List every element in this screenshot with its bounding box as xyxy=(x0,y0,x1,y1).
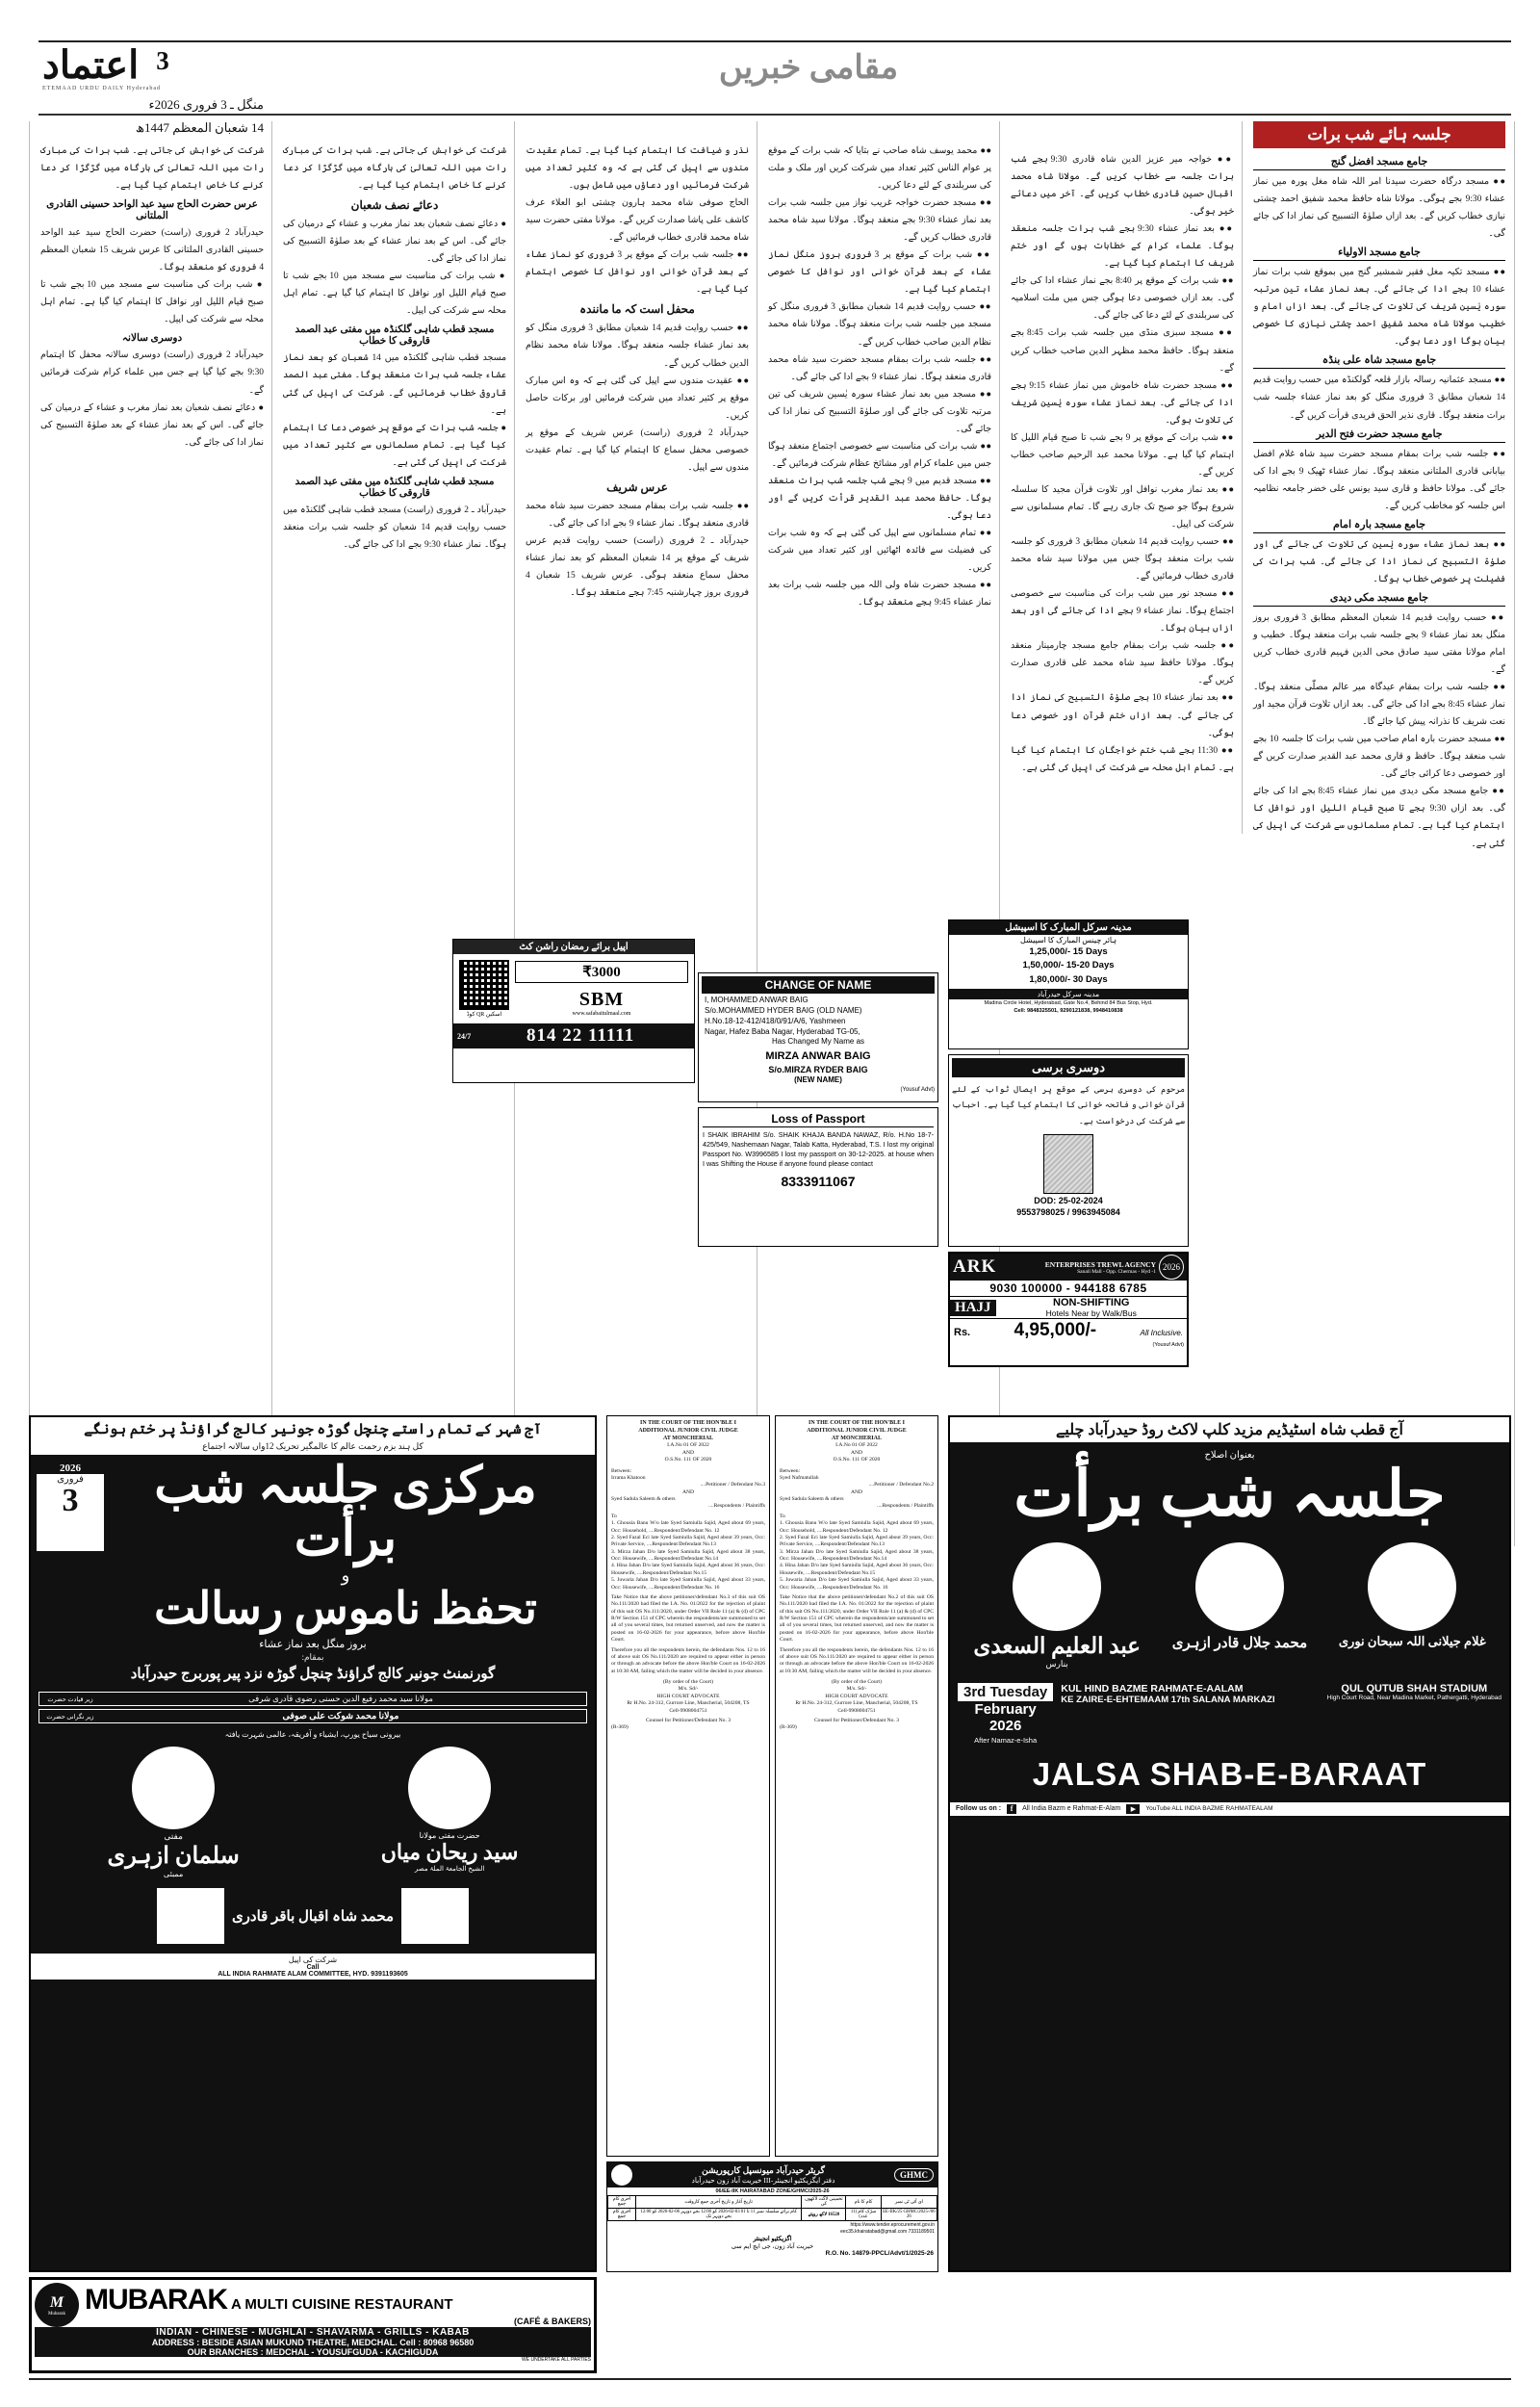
mj-foreign: سیاح یورپ، ایشیاء و آفریقہ، عالمی شہرت یافتہ xyxy=(224,1730,378,1740)
jr-yt[interactable]: YouTube ALL INDIA BAZME RAHMATEALAM xyxy=(1145,1805,1273,1813)
mj-subline: کل ہند بزم رحمت عالم کا عالمگیر تحریک 12واں سالانہ اجتماع xyxy=(31,1441,595,1457)
l1-para-0: شرکت کی خواہش کی جاتی ہے۔ شب برات کی مبارک رات میں اللہ تعالیٰ کی بارگاہ میں گڑگڑا کر دعا کرنے کا خاص اہتمام کیا گیا ہے۔ xyxy=(40,146,264,192)
cn2-item-4: 5. Juwaria Jahan D/o late Syed Samiulla Sajid, Aged about 33 years, Occ: Housewife, ....Respondent/Defendant No. 16 xyxy=(780,1577,934,1591)
con-line-4: Has Changed My Name as xyxy=(771,1037,865,1047)
mj-venue-photo xyxy=(157,1888,224,1944)
cn2-role-1: ....Petitioner / Defendant No.2 xyxy=(868,1482,934,1488)
cr-para-1: ●● بعد نماز عشاء 9:30 بجے شب برات جلسہ منعقد ہوگا۔ علماء کرام کے خطابات ہوں گے اور ختم شریف کا اہتمام کیا گیا ہے۔ xyxy=(1011,224,1234,270)
l1-heading-3: دوسری سالانہ xyxy=(121,333,183,345)
facebook-icon[interactable]: f xyxy=(1007,1804,1016,1814)
ark-footer: (Yousuf Advt) xyxy=(1152,1342,1184,1348)
ark-phones[interactable]: 9030 100000 - 944188 6785 xyxy=(989,1281,1147,1295)
l-para-2: ● شب برات کی مناسبت سے مسجد میں 10 بجے شب تا صبح قیام اللیل اور نوافل کا اہتمام کیا گیا ہے۔ تمام اہل محلہ سے شرکت کی اپیل۔ xyxy=(283,272,506,317)
cr-para-7: ●● حسب روایت قدیم 14 شعبان مطابق 3 فروری کو جلسہ شب برات منعقد ہوگا جس میں مولانا سید شاہ محمد قادری خطاب فرمائیں گے۔ xyxy=(1011,537,1234,582)
mubarak-logo-name: Mubarak xyxy=(47,2311,66,2316)
c-para-4: ●● جلسہ شب برات بمقام مسجد حضرت سید شاہ محمد قادری منعقد ہوگا۔ نماز عشاء 9 بجے ادا کی جائے گی۔ xyxy=(768,354,991,382)
sbm-qr-label: اسکین QR کوڈ xyxy=(466,1012,502,1018)
sbm-amount: ₹3000 xyxy=(515,961,688,983)
ark-brand: ARK xyxy=(953,1256,997,1277)
ark-brand-sub: ENTERPRISES TREWL AGENCY xyxy=(1044,1259,1156,1269)
jr-speaker-2-photo xyxy=(1195,1542,1284,1631)
right-para-4: ●● بعد نماز عشاء سورہ یٰسین کی تلاوت کی جائے گی اور صلوٰۃ التسبیح کی نماز ادا کی جائے گی۔ شب برات کی فضیلت پر خصوصی خطاب ہوگا۔ xyxy=(1253,539,1505,584)
cn1-item-4: 5. Juwaria Jahan D/o late Syed Samiulla Sajid, Aged about 33 years, Occ: Housewife, ....Respondent/Defendant No. 16 xyxy=(611,1577,765,1591)
column-left-2 xyxy=(283,121,506,554)
cn2-head-6: O.S.No. 111 OF 2020 xyxy=(833,1457,881,1463)
db-dod: 25-02-2024 xyxy=(1058,1195,1103,1205)
cn1-body: Take Notice that the above petitioner/defendant No.3 of this suit OS No.111/2020 had filed the I.A. No. 01/2022 for the rejection of plaint of this suit OS No.111/2020, under Order VII Rule 11 (a) & (d) of CPC R/W Section 151 of CPC wherein the respondents/are summoned to set all of you several times, but returned unserved, and now the matter is posted on 16-02-2026 for your appearance, before above Hon'ble Court. xyxy=(611,1593,765,1643)
mj-speaker-1-title: مفتی xyxy=(164,1831,183,1842)
col-rule-5 xyxy=(1242,121,1243,834)
ad-madina-circle[interactable] xyxy=(948,919,1189,1049)
mc-rate-0: 1,25,000/- 15 Days xyxy=(1029,946,1108,957)
mc-address-urdu: مدینہ سرکل حیدرآباد xyxy=(949,989,1188,999)
cn2-by-order: (By order of the Court) xyxy=(832,1679,882,1686)
ghmc-sub: دفتر ایگزیکٹیو انجینئر-III خیریت آباد زون حیدرآباد xyxy=(691,2176,835,2185)
ark-addr: Sanali Mall - Opp. Chermas - Hyd -1 xyxy=(1077,1268,1156,1275)
mubarak-address: ADDRESS : BESIDE ASIAN MUKUND THEATRE, MEDCHAL. Cell : 80968 96580 xyxy=(35,2338,591,2347)
cr-para-9: ●● جلسہ شب برات بمقام جامع مسجد چارمینار منعقد ہوگا۔ مولانا حافظ سید شاہ محمد علی قادری صدارت کریں گے۔ xyxy=(1011,641,1234,686)
mosque-heading-2: جامع مسجد شاہ علی بنڈہ xyxy=(1253,350,1505,369)
cn1-head-4: I.A.No 01 OF 2022 xyxy=(667,1442,709,1449)
column-center-1 xyxy=(768,121,991,611)
header-divider xyxy=(38,114,1511,116)
mj-org: ALL INDIA RAHMATE ALAM COMMITTEE, HYD. xyxy=(218,1971,370,1979)
cn1-head-3: AT MONCHERIAL xyxy=(663,1435,713,1441)
right-para-6: ●● جلسہ شب برات بمقام عیدگاہ میر عالم مصلّٰی منعقد ہوگا۔ نماز عشاء 8:45 بجے ادا کی جائے گی۔ بعد ازاں تلاوت قرآن مجید اور نعت شریف کا نذرانہ پیش کیا جائے گا۔ xyxy=(1253,683,1505,728)
cn1-advocate: HIGH COURT ADVOCATE xyxy=(656,1693,720,1699)
cn2-item-0: 1. Ghousia Banu W/o late Syed Samiulla Sajid, Aged about 69 years, Occ: Household, ....Respondent/Defendant No. 12 xyxy=(780,1520,934,1534)
cr-para-11: ●● 11:30 بجے شب ختم خواجگان کا اہتمام کیا گیا ہے۔ تمام اہل محلہ سے شرکت کی اپیل کی گئی ہے۔ xyxy=(1011,745,1234,773)
mc-title: مدینہ سرکل المبارک کا اسپیشل xyxy=(949,920,1188,935)
cn2-item-2: 3. Mirza Jahan D/o late Syed Samiulla Sajid, Aged about 38 years, Occ: Housewife, ....Respondent/Defendant No.14 xyxy=(780,1548,934,1563)
mubarak-cafe: (CAFÉ & BAKERS) xyxy=(514,2316,591,2326)
mj-venue-photo-2 xyxy=(401,1888,469,1944)
cn2-and: AND xyxy=(850,1488,863,1495)
jr-stadium: QUL QUTUB SHAH STADIUM xyxy=(1341,1682,1488,1695)
cn2-head-2: ADDITIONAL JUNIOR CIVIL JUDGE xyxy=(807,1427,907,1434)
mubarak-logo-letter: M xyxy=(49,2293,64,2311)
ad-markazi-jalsa-shab-e-baraat[interactable] xyxy=(29,1415,597,2272)
date-hijri: 14 شعبان المعظم 1447ھ xyxy=(135,119,264,135)
mj-headline-1: مرکزی جلسہ شب برأت xyxy=(154,1459,537,1566)
mj-headline-amp: و xyxy=(341,1566,350,1586)
mj-super: مولانا محمد شوکت علی صوفی xyxy=(282,1712,399,1722)
db-body: مرحوم کی دوسری برسی کے موقع پر ایصال ثواب کے لئے قرآن خوانی و فاتحہ خوانی کا اہتمام کیا گیا ہے۔ احباب سے شرکت کی درخواست ہے۔ xyxy=(952,1084,1185,1126)
cr-para-5: ●● شب برات کے موقع پر 9 بجے شب تا صبح قیام اللیل کا اہتمام کیا گیا ہے۔ مولانا محمد عبد الرحیم صاحب خطاب کریں گے۔ xyxy=(1011,432,1234,478)
cn2-body: Take Notice that the above petitioner/defendant No.2 of this suit OS No.111/2020 had filed the I.A. No. 01/2022 for the rejection of plaint of this suit OS No.111/2020, under Order VII Rule 11 (a) & (d) of CPC R/W Section 151 of CPC wherein the respondents/are summoned to set all of you several times, but returned unserved, and now the matter is posted on 16-02-2026 for your appearance, before above Hon'ble Court. xyxy=(780,1593,934,1643)
right-para-3: ●● جلسہ شب برات بمقام مسجد حضرت سید شاہ غلام افضل بیابانی قادری الملتانی منعقد ہوگا۔ نماز عشاء ٹھیک 9 بجے ادا کی جائے گی۔ مولانا حافظ و قاری سید یونس علی خضر جامعہ نظامیہ اس جلسہ کو مخاطب کریں گے۔ xyxy=(1253,449,1505,511)
c-para-9: ●● مسجد حضرت شاہ ولی اللہ میں جلسہ شب برات بعد نماز عشاء 9:45 بجے منعقد ہوگا۔ xyxy=(768,581,991,608)
jr-speaker-2: محمد جلال قادر ازہری xyxy=(1171,1635,1308,1651)
column-right-2 xyxy=(1011,121,1234,777)
cr-para-8: ●● مسجد نور میں شب برات کی مناسبت سے خصوصی اجتماع ہوگا۔ نماز عشاء 9 بجے ادا کی جائے گی اور بعد ازاں بیان ہوگا۔ xyxy=(1011,589,1234,634)
ark-hotels: Hotels Near by Walk/Bus xyxy=(1045,1308,1137,1318)
masthead-rule xyxy=(38,40,1511,42)
mc-sub: ہائر چینس المبارک کا اسپیشل xyxy=(1019,936,1117,945)
ad-loss-of-passport[interactable] xyxy=(698,1107,938,1247)
mj-speaker-3: محمد شاہ اقبال باقر قادری xyxy=(231,1908,395,1925)
ghmc-col-2: تخمینی لاگت لاکھوں کی xyxy=(802,2196,846,2209)
cn2-between: Between: xyxy=(780,1467,801,1474)
ghmc-cell-4: آخری کام جمع xyxy=(608,2209,636,2221)
mj-speaker-1-photo xyxy=(132,1747,215,1829)
cr-para-10: ●● بعد نماز عشاء 10 بجے صلوٰۃ التسبیح کی نماز ادا کی جائے گی۔ بعد ازاں ختم قرآن اور خصوصی دعا ہوگی۔ xyxy=(1011,693,1235,738)
cr-para-0: ●● خواجہ میر عزیز الدین شاہ قادری 9:30 بجے شب برات جلسہ سے خطاب کریں گے۔ مولانا شاہ محمد اقبال حسین قادری خطاب کریں گے۔ آخر میں دعائے خیر ہوگی۔ xyxy=(1011,155,1234,218)
mj-speaker-2-title: حضرت مفتی مولانا xyxy=(419,1831,480,1841)
c-para-7: ●● مسجد قدیم میں 9 بجے شب جلسہ شب برات منعقد ہوگا۔ حافظ محمد عبد القدیر قرأت کریں گے اور دعا ہوگی۔ xyxy=(768,476,991,521)
jr-speaker-3-photo xyxy=(1368,1542,1456,1631)
ark-rs-label: Rs. xyxy=(954,1327,971,1338)
cn1-by-order: (By order of the Court) xyxy=(663,1679,713,1686)
ghmc-cell-3: کام برائے سلسلہ نمبر 11 تا 01 03-02-2026 کو 12:00 بجے دوپہر 06-02-2026 کو 12:00 بجے دوپہر تک xyxy=(635,2209,801,2221)
ad-dusri-barsi[interactable] xyxy=(948,1054,1189,1247)
l-para-0: شرکت کی خواہش کی جاتی ہے۔ شب برات کی مبارک رات میں اللہ تعالیٰ کی بارگاہ میں گڑگڑا کر دعا کرنے کا خاص اہتمام کیا گیا ہے۔ xyxy=(283,146,506,192)
page-number: 3 xyxy=(156,46,169,75)
cn2-party-2: Syed Sadula Saleem & others xyxy=(780,1496,844,1503)
mc-address-en: Madina Circle Hotel, Hyderabad, Gate No.4, Behind 84 Bus Stop, Hyd. xyxy=(984,999,1153,1006)
l-para-4: مسجد قطب شاہی گلکنڈہ میں 14 شعبان کو بعد نماز عشاء جلسہ شب برات منعقد ہوگا۔ مفتی عبد الصمد قاروقی خطاب فرمائیں گے۔ شرکت کی اپیل کی گئی ہے۔ xyxy=(283,353,506,416)
db-dod-label: DOD: xyxy=(1034,1195,1057,1205)
lop-phone[interactable]: 8333911067 xyxy=(781,1174,856,1190)
cn2-party-1: Syed Nafmatullah xyxy=(780,1474,819,1481)
l-para-7: حیدرآباد ـ 2 فروری (راست) مسجد قطب شاہی گلکنڈہ میں حسب روایت قدیم 14 شعبان کو جلسہ شب برات منعقد ہوگا۔ نماز عشاء 9:30 بجے ادا کی جائے گی۔ xyxy=(283,505,507,550)
ghmc-seal-icon xyxy=(611,2164,632,2186)
mubarak-logo xyxy=(35,2283,79,2327)
jr-date-year: 2026 xyxy=(988,1717,1022,1734)
ghmc-signer-1: اگزیکٹیو انجینئر xyxy=(753,2236,792,2242)
cn1-body-2: Therefore you all the respondents herein, the defendants Nos. 12 to 16 of above suit OS No.111/2020 are required to appear either in person or through an advocate before the above Hon'ble Court on 16-02-2026 at 10:30 AM, failing which the matter will be decided in your absence. xyxy=(611,1646,765,1674)
cn1-counsel: Counsel for Petitioner/Defendant No. 3 xyxy=(645,1717,732,1723)
c-para-0: ●● محمد یوسف شاہ صاحب نے بتایا کہ شب برات کے موقع پر عوام الناس کثیر تعداد میں شرکت کریں اور ملک و ملت کی سربلندی کے لئے دعا کریں۔ xyxy=(768,146,991,192)
db-phone[interactable]: 9553798025 / 9963945084 xyxy=(1016,1206,1120,1217)
sbm-brand: SBM xyxy=(578,989,625,1010)
date-gregorian: منگل ـ 3 فروری 2026ء xyxy=(148,97,264,112)
cn1-cell[interactable]: Cell-9908004751 xyxy=(669,1707,707,1714)
mj-speaker-2-sub: الشیخ الجامعۃ الملۃ مصر xyxy=(414,1865,485,1874)
ghmc-signer-2: خیریت آباد زون، جی ایچ ایم سی xyxy=(731,2243,814,2250)
mj-chair-label: زیر قیادت حضرت xyxy=(47,1695,93,1703)
con-line-2: H.No.18-12-412/418/0/91/A/6, Yashmeen xyxy=(705,1016,846,1025)
ad-court-notice-1[interactable] xyxy=(606,1415,770,2157)
jr-date-label: 3rd Tuesday xyxy=(958,1683,1053,1701)
mj-headline-2: تحفظ ناموس رسالت xyxy=(154,1584,537,1634)
ghmc-col-3: تاریخ آغاز و تاریخ آخری جمع کاروقت xyxy=(635,2196,801,2209)
cn2-to: To xyxy=(780,1513,785,1519)
cn2-sign: M/s. Sd/- xyxy=(846,1686,867,1693)
cn1-item-1: 2. Syed Fazal Eci late Syed Samiulla Sajid, Aged about 39 years, Occ: Private Service, ....Respondent/Defendant No.13 xyxy=(611,1534,765,1548)
column-center-2 xyxy=(526,121,749,602)
mubarak-branches: OUR BRANCHES : MEDCHAL - YOUSUFGUDA - KACHIGUDA xyxy=(35,2347,591,2357)
mubarak-undertake: WE UNDERTAKE ALL PARTIES xyxy=(522,2357,591,2363)
l-heading-0: دعائے نصف شعبان xyxy=(350,198,439,213)
cn1-head-5: AND xyxy=(681,1449,695,1456)
c-para-3: ●● حسب روایت قدیم 14 شعبان مطابق 3 فروری منگل کو مسجد میں جلسہ شب برات منعقد ہوگا۔ مولانا شاہ محمد نظام الدین صاحب خطاب کریں گے۔ xyxy=(768,302,992,348)
col-rule-0 xyxy=(29,121,30,1546)
footer-rule xyxy=(29,2378,1511,2380)
mj-chair: مولانا سید محمد رفیع الدین حسنی رضوی قادری شرفی xyxy=(248,1694,433,1704)
mc-contact[interactable]: Cell: 9848325501, 9290121838, 9948410838 xyxy=(1014,1008,1123,1015)
right-para-8: ●● جامع مسجد مکی دیدی میں نماز عشاء 8:45 بجے ادا کی جائے گی۔ بعد ازاں 9:30 بجے تا صبح قیام اللیل اور نوافل کا اہتمام کیا گیا ہے۔ تمام مسلمانوں سے شرکت کی اپیل کی گئی ہے۔ xyxy=(1253,787,1505,849)
cn2-addr: Rr H.No. 24-312, Gurrore Line, Mancherial, 504208, TS xyxy=(795,1700,918,1707)
column-right-1 xyxy=(1253,121,1505,853)
l-para-6: ● جلسہ شب برات کے موقع پر خصوصی دعا کا اہتمام کیا گیا ہے۔ تمام مسلمانوں سے کثیر تعداد میں شرکت کی اپیل کی گئی ہے۔ xyxy=(283,423,506,468)
l1-para-5: حیدرآباد 2 فروری (راست) دوسری سالانہ محفل کا اہتمام 9:30 بجے کیا گیا ہے جس میں علماء کرام شرکت فرمائیں گے۔ xyxy=(40,350,264,396)
con-tag: (NEW NAME) xyxy=(794,1075,842,1085)
l-heading-4: مسجد قطب شاہی گلکنڈہ میں مفتی عبد الصمد قاروقی کا خطاب xyxy=(295,476,495,499)
cn2-rno: (R-369) xyxy=(780,1724,797,1731)
sbm-phone[interactable]: 814 22 11111 xyxy=(526,1025,635,1046)
cn2-head-4: I.A.No 01 OF 2022 xyxy=(835,1442,878,1449)
sbm-phone-prefix: 24/7 xyxy=(457,1031,472,1041)
mj-super-label: زیر نگرانی حضرت xyxy=(46,1713,94,1721)
jr-org-2: KE ZAIRE-E-EHTEMAAM 17th SALANA MARKAZI xyxy=(1061,1694,1275,1705)
l1-heading-1: عرس حضرت الحاج سید عبد الواحد حسینی القادری الملتانی xyxy=(46,199,258,222)
right-para-0: ●● مسجد درگاہ حضرت سیدنا امر اللہ شاہ مغل پورہ میں نماز عشاء 9:30 بجے ہوگی۔ مولانا شاہ حافظ محمد شفیق احمد چشتی نیازی خطاب کریں گے۔ بعد ازاں صلوٰۃ التسبیح کی نماز ادا کی جائے گی۔ xyxy=(1253,177,1505,240)
col-rule-2 xyxy=(514,121,515,1546)
l1-para-3: حیدرآباد 2 فروری (راست) حضرت الحاج سید عبد الواحد حسینی القادری الملتانی کا عرس شریف 15 شعبان المعظم 4 فروری کو منعقد ہوگا۔ xyxy=(40,228,264,273)
lop-title: Loss of Passport xyxy=(703,1112,934,1127)
lc-heading-0: محفل است کہ ما مانندہ xyxy=(579,302,695,317)
mubarak-tagline: A MULTI CUISINE RESTAURANT xyxy=(230,2296,453,2313)
cn1-head-6: O.S.No. 111 OF 2020 xyxy=(664,1457,712,1463)
jr-speaker-1: عبد العلیم السعدی xyxy=(973,1633,1142,1658)
ghmc-email[interactable]: eec35.khairatabad@gmail.com xyxy=(840,2229,908,2235)
db-portrait-photo xyxy=(1043,1134,1093,1194)
right-para-5: ●● حسب روایت قدیم 14 شعبان المعظم مطابق 3 فروری بروز منگل بعد نماز عشاء 9 بجے جلسہ شب برات منعقد ہوگا۔ خطیب و امام مولانا مفتی سید صادق محی الدین فہیم قادری خطاب کریں گے۔ xyxy=(1253,612,1506,676)
jr-headline: جلسہ شب برأت xyxy=(1014,1460,1446,1530)
cr-para-4: ●● مسجد حضرت شاہ خاموش میں نماز عشاء 9:15 بجے ادا کی جائے گی۔ بعد نماز عشاء سورہ یٰسین شریف کی تلاوت ہوگی۔ xyxy=(1011,380,1234,426)
cn1-role-2: ....Respondents / Plaintiffs xyxy=(708,1503,765,1510)
ad-court-notice-2[interactable] xyxy=(775,1415,938,2157)
right-para-2: ●● مسجد عثمانیہ رسالہ بازار قلعہ گولکنڈہ میں حسب روایت قدیم 14 شعبان مطابق 3 فروری منگل کو بعد نماز عشاء جلسہ شب برات منعقد ہوگا۔ قاری نذیر الحق فریدی قرأت کریں گے۔ xyxy=(1253,375,1505,421)
mj-year: 2026 xyxy=(37,1462,104,1474)
mj-location-label: بمقام: xyxy=(301,1652,324,1663)
con-title: CHANGE OF NAME xyxy=(702,976,935,994)
l-heading-2: مسجد قطب شاہی گلکنڈہ میں مفتی عبد الصمد قاروقی کا خطاب xyxy=(295,324,495,348)
l1-para-2: ● شب برات کی مناسبت سے مسجد میں 10 بجے شب تا صبح قیام اللیل اور نوافل کا اہتمام کیا گیا ہے۔ تمام اہل محلہ سے شرکت کی اپیل۔ xyxy=(40,280,264,325)
cn1-role-1: ....Petitioner / Defendant No.3 xyxy=(700,1482,765,1488)
jr-stadium-sub: High Court Road, Near Madina Market, Pathergatti, Hyderabad xyxy=(1326,1694,1502,1701)
mc-rate-2: 1,80,000/- 30 Days xyxy=(1029,973,1108,985)
hajj-badge-icon xyxy=(1159,1255,1184,1280)
cn2-item-1: 2. Syed Fazal Eci late Syed Samiulla Sajid, Aged about 39 years, Occ: Private Service, ....Respondent/Defendant No.13 xyxy=(780,1534,934,1548)
ghmc-notice-no: 06/EE-IIK HAIRATABAD ZONE/GHMC/2025-26 xyxy=(715,2188,830,2194)
right-para-1: ●● مسجد تکیہ مغل فقیر شمشیر گنج میں بموقع شب برات نماز عشاء 10 بجے ادا کی جائے گی۔ بعد نماز عشاء تین مرتبہ سورہ یٰسین شریف کی تلاوت کی جائے گی۔ بعد ازاں امام و خطیب مولانا شاہ محمد شفیق احمد چشتی نیازی کا خصوصی بیان ہوگا اور دعا ہوگی۔ xyxy=(1253,268,1505,348)
mosque-heading-1: جامع مسجد الاولیاء xyxy=(1253,243,1505,261)
sbm-appeal-title: اپیل برائے رمضان راشن کٹ xyxy=(453,940,694,954)
lc-para-1: الحاج صوفی شاہ محمد ہارون چشتی ابو العلاء عرف کاشف علی پاشا صدارت کریں گے۔ مولانا مفتی حضرت سید شاہ محمد قادری خطاب فرمائیں گے۔ xyxy=(526,198,749,244)
mj-weekday: بروز منگل بعد نماز عشاء xyxy=(259,1639,367,1651)
banner-jalsa: جلسہ ہائے شب برات xyxy=(1253,121,1505,148)
cn1-rno: (R-369) xyxy=(611,1724,629,1731)
jr-date-month: February xyxy=(974,1700,1037,1718)
cn2-body-2: Therefore you all the respondents herein, the defendants Nos. 12 to 16 of above suit OS No.111/2020 are required to appear either in person or through an advocate before the above Hon'ble Court on 16-02-2026 at 10:30 AM, failing which the matter will be decided in your absence. xyxy=(780,1646,934,1674)
jr-time: After Namaz-e-Isha xyxy=(974,1735,1038,1745)
ad-sbm-ration-appeal[interactable] xyxy=(452,939,695,1083)
l-para-1: ● دعائے نصف شعبان بعد نماز مغرب و عشاء کے درمیان کی جائے گی۔ اس کے بعد نماز عشاء کے بعد صلوٰۃ التسبیح کی نماز ادا کی جائے گی۔ xyxy=(283,220,506,265)
mj-speaker-2-photo xyxy=(408,1747,491,1829)
lc-para-2: ●● جلسہ شب برات کے موقع پر 3 فروری کو نماز عشاء کے بعد قرآن خوانی اور نوافل کا خصوصی اہتمام کیا گیا ہے۔ xyxy=(526,250,749,296)
lop-body: I SHAIK IBRAHIM S/o. SHAIK KHAJA BANDA NAWAZ, R/o. H.No 18-7-425/549, Nashemaan Nagar, Talab Katta, Hyderabad, T.S. I lost my original Passport No. W3996585 I lost my passport on 30-12-2025. at house when I was Shifting the House if anyone found please contact xyxy=(703,1130,934,1169)
cn1-item-0: 1. Ghousia Banu W/o late Syed Samiulla Sajid, Aged about 69 years, Occ: Household, ....Respondent/Defendant No. 12 xyxy=(611,1520,765,1534)
sbm-brand-sub: www.safabaitulmaal.com xyxy=(572,1011,631,1017)
jr-speaker-1-sub: بنارس xyxy=(1045,1658,1068,1669)
c-para-6: ●● شب برات کی مناسبت سے خصوصی اجتماع منعقد ہوگا جس میں علماء کرام اور مشائخ عظام شرکت فرمائیں گے۔ xyxy=(768,441,991,469)
cn2-head-3: AT MONCHERIAL xyxy=(832,1435,882,1441)
ark-year: 2026 xyxy=(1163,1262,1180,1272)
ad-change-of-name[interactable] xyxy=(698,972,938,1102)
jr-sub: بعنوان اصلاح xyxy=(1204,1450,1255,1461)
ghmc-phone[interactable]: 7331189501 xyxy=(908,2229,935,2235)
jr-fb[interactable]: All India Bazm e Rahmat-E-Alam xyxy=(1022,1805,1121,1813)
lc-para-5: حیدرآباد 2 فروری (راست) عرس شریف کے موقع پر خصوصی محفل سماع کا اہتمام کیا گیا ہے۔ تمام عقیدت مندوں سے اپیل۔ xyxy=(526,427,749,473)
cn2-head-1: IN THE COURT OF THE HON'BLE I xyxy=(808,1420,905,1426)
cn1-addr: Rr H.No. 24-312, Gurrore Line, Mancherial, 504208, TS xyxy=(627,1700,750,1707)
mubarak-name: MUBARAK xyxy=(85,2284,227,2316)
ad-mubarak-restaurant[interactable] xyxy=(29,2277,597,2373)
mj-speaker-1: سلمان ازہری xyxy=(107,1844,240,1870)
mj-foreign-label: بیرونی xyxy=(379,1730,401,1740)
lc-para-4: ●● عقیدت مندوں سے اپیل کی گئی ہے کہ وہ اس مبارک موقع پر کثیر تعداد میں شرکت فرمائیں اور برکات حاصل کریں۔ xyxy=(526,375,749,421)
cn1-to: To xyxy=(611,1513,617,1519)
jr-bottom-title: JALSA SHAB-E-BARAAT xyxy=(1032,1755,1427,1792)
ghmc-ro: R.O. No. 14879-PPCL/Advt/1/2025-26 xyxy=(825,2250,934,2257)
cn2-counsel: Counsel for Petitioner/Defendant No. 3 xyxy=(813,1717,900,1723)
cr-para-3: ●● مسجد سبزی منڈی میں جلسہ شب برات 8:45 بجے منعقد ہوگا۔ حافظ محمد مظہر الدین صاحب خطاب کریں گے۔ xyxy=(1011,328,1234,374)
c-para-5: ●● مسجد میں بعد نماز عشاء سورہ یٰسین شریف کی تین مرتبہ تلاوت کی جائے گی اور صلوٰۃ التسبیح کی نماز ادا کی جائے گی۔ xyxy=(768,389,991,434)
cn2-item-3: 4. Hina Jahan D/o late Syed Samiulla Sajid, Aged about 36 years, Occ: Housewife, ....Respondent/Defendant No.15 xyxy=(780,1563,934,1576)
cn1-item-2: 3. Mirza Jahan D/o late Syed Samiulla Sajid, Aged about 38 years, Occ: Housewife, ....Respondent/Defendant No.14 xyxy=(611,1548,765,1563)
con-line-1: S/o.MOHAMMED HYDER BAIG (OLD NAME) xyxy=(705,1005,862,1015)
col-rule-6 xyxy=(1514,121,1515,1546)
c-para-8: ●● تمام مسلمانوں سے اپیل کی گئی ہے کہ وہ شب برات کی فضیلت سے فائدہ اٹھائیں اور کثیر تعداد میں شرکت کریں۔ xyxy=(768,529,991,574)
mc-rate-1: 1,50,000/- 15-20 Days xyxy=(1022,960,1115,971)
mj-speaker-2: سید ریحان میاں xyxy=(380,1840,519,1865)
mosque-heading-0: جامع مسجد افضل گنج xyxy=(1253,152,1505,170)
con-line-0: I, MOHAMMED ANWAR BAIG xyxy=(705,996,808,1005)
l1-para-1: ● دعائے نصف شعبان بعد نماز مغرب و عشاء کے درمیان کی جائے گی۔ اس کے بعد نماز عشاء کے بعد صلوٰۃ التسبیح کی نماز ادا کی جائے گی۔ xyxy=(40,402,264,448)
cn2-head-5: AND xyxy=(850,1449,863,1456)
db-title: دوسری برسی xyxy=(952,1058,1185,1077)
mj-date-badge xyxy=(35,1461,106,1553)
newspaper-logo: اعتماد xyxy=(42,43,140,87)
ghmc-brand: GHMC xyxy=(894,2168,934,2182)
ghmc-col-1: کام کا نام xyxy=(846,2196,881,2209)
con-footer: (Yousuf Advt) xyxy=(900,1086,935,1093)
mj-day: 3 xyxy=(62,1483,79,1518)
cr-para-2: ●● شب برات کے موقع پر 8:40 بجے نماز عشاء ادا کی جائے گی۔ بعد ازاں خصوصی دعا ہوگی جس میں ملت اسلامیہ کی سربلندی کے لئے دعا کی جائے گی۔ xyxy=(1011,276,1234,322)
ad-ark-hajj[interactable] xyxy=(948,1252,1189,1367)
lc-para-0: نذر و ضیافت کا اہتمام کیا گیا ہے۔ تمام عقیدت مندوں سے اپیل کی گئی ہے کہ وہ کثیر تعداد میں شرکت فرمائیں اور دعاؤں میں شامل ہوں۔ xyxy=(526,146,749,192)
ad-jalsa-shab-e-baraat-right[interactable] xyxy=(948,1415,1511,2272)
cn2-advocate: HIGH COURT ADVOCATE xyxy=(825,1693,888,1699)
youtube-icon[interactable]: ▶ xyxy=(1126,1804,1140,1814)
c-para-2: ●● شب برات کے موقع پر 3 فروری بروز منگل نماز عشاء کے بعد قرآن خوانی اور نوافل کا خصوصی اہتمام کیا گیا ہے۔ xyxy=(768,250,991,296)
jr-speaker-1-photo xyxy=(1013,1542,1101,1631)
mubarak-cuisines: INDIAN - CHINESE - MUGHLAI - SHAVARMA - GRILLS - KABAB xyxy=(35,2327,591,2338)
cn1-party-2: Syed Sadula Saleem & others xyxy=(611,1496,676,1503)
col-rule-1 xyxy=(271,121,272,1546)
ark-hajj-label: HAJJ xyxy=(950,1300,996,1316)
ark-price: 4,95,000/- xyxy=(1014,1320,1097,1340)
mosque-heading-5: جامع مسجد مکی دیدی xyxy=(1253,588,1505,607)
ark-nonshift: NON-SHIFTING xyxy=(1053,1297,1130,1308)
con-line-3: Nagar, Hafez Baba Nagar, Hyderabad TG-05, xyxy=(705,1026,860,1036)
ghmc-tender-table xyxy=(607,2195,937,2221)
jr-speaker-3: غلام جیلانی اللہ سبحان نوری xyxy=(1338,1633,1486,1648)
ad-ghmc-tender[interactable] xyxy=(606,2161,938,2272)
lc-para-6: ●● جلسہ شب برات بمقام مسجد حضرت سید شاہ محمد قادری منعقد ہوگا۔ نماز عشاء 9 بجے ادا کی جائے گی۔ xyxy=(526,501,749,529)
mj-month: فروری xyxy=(57,1474,84,1485)
page-title: مقامی خبریں xyxy=(718,50,899,86)
cn2-role-2: ....Respondents / Plaintiffs xyxy=(877,1503,934,1510)
jr-topline: آج قطب شاہ اسٹیڈیم مزید کلپ لاکٹ روڈ حیدرآباد چلیے xyxy=(950,1417,1509,1444)
ghmc-col-0: ای آئی ٹی نمبر xyxy=(881,2196,937,2209)
ark-price-sub: All Inclusive. xyxy=(1140,1329,1183,1337)
lc-heading-1: عرس شریف xyxy=(606,479,668,494)
mosque-heading-4: جامع مسجد بارہ امام xyxy=(1253,515,1505,533)
ghmc-title: گریٹر حیدرآباد میونسپل کارپوریشن xyxy=(702,2165,825,2175)
cn1-between: Between: xyxy=(611,1467,632,1474)
mosque-heading-3: جامع مسجد حضرت فتح الدیر xyxy=(1253,425,1505,443)
mj-speaker-1-sub: ممبئی xyxy=(163,1870,184,1879)
sbm-qr-code[interactable] xyxy=(459,960,509,1010)
ghmc-col-4: آخری کام جمع xyxy=(608,2196,636,2209)
lc-para-7: حیدرآباد ـ 2 فروری (راست) حسب روایت قدیم عرس شریف کے موقع پر 14 شعبان المعظم کو بعد نماز عشاء محفل سماع منعقد ہوگی۔ عرس شریف 15 شعبان 4 فروری بروز چہارشنبہ 7:45 بجے منعقد ہوگا۔ xyxy=(526,535,749,599)
ghmc-cell-2: 16520 لاکھ روپئے xyxy=(802,2209,846,2221)
ghmc-website[interactable]: https://www.tender.eprocurement.gov.in xyxy=(850,2222,935,2228)
con-new-name: MIRZA ANWAR BAIG xyxy=(765,1050,871,1063)
cn1-head-2: ADDITIONAL JUNIOR CIVIL JUDGE xyxy=(638,1427,738,1434)
cr-para-6: ●● بعد نماز مغرب نوافل اور تلاوت قرآن مجید کا سلسلہ شروع ہوگا جو صبح تک جاری رہے گا۔ تمام مسلمانوں سے شرکت کی اپیل۔ xyxy=(1011,484,1234,530)
ghmc-cell-0: 06/EE-IIK/25 GHMC/2025-26 xyxy=(883,2210,936,2219)
cn1-and: AND xyxy=(681,1488,695,1495)
logo-subtitle: ETEMAAD URDU DAILY Hyderabad xyxy=(42,86,161,91)
mj-phone[interactable]: 9391193605 xyxy=(371,1971,408,1979)
cn2-cell[interactable]: Cell-9908004751 xyxy=(837,1707,876,1714)
right-para-7: ●● مسجد حضرت بارہ امام صاحب میں شب برات کا جلسہ 10 بجے شب منعقد ہوگا۔ حافظ و قاری محمد عبد القدیر صدارت کریں گے اور خصوصی دعا کرائی جائے گی۔ xyxy=(1253,735,1505,780)
lc-para-3: ●● حسب روایت قدیم 14 شعبان مطابق 3 فروری منگل کو بعد نماز عشاء جلسہ منعقد ہوگا۔ مولانا شاہ محمد نظام الدین خطاب کریں گے۔ xyxy=(526,324,750,369)
cn1-party-1: Irrama Khatoon xyxy=(611,1474,646,1481)
mj-location: گورنمنٹ جونیر کالج گراؤنڈ چنچل گوڑہ نزد پیر پوربرج حیدرآباد xyxy=(130,1667,496,1683)
c-para-1: ●● مسجد حضرت خواجہ غریب نواز میں جلسہ شب برات بعد نماز عشاء 9:30 بجے منعقد ہوگا۔ مولانا سید شاہ محمد قادری خطاب کریں گے۔ xyxy=(768,198,991,244)
mj-topline: آج شہر کے تمام راستے چنچل گوڑہ جونیر کالج گراؤنڈ پر ختم ہونگے xyxy=(31,1417,595,1441)
mj-call-label: Call xyxy=(306,1964,320,1972)
cn1-sign: M/s. Sd/- xyxy=(678,1686,699,1693)
ghmc-cell-1: سڑک کام (11 عدد) xyxy=(846,2209,881,2221)
mj-call-urdu: شرکت کی اپیل xyxy=(288,1955,338,1965)
jr-org-1: KUL HIND BAZME RAHMAT-E-AALAM xyxy=(1061,1682,1244,1695)
cn1-item-3: 4. Hina Jahan D/o late Syed Samiulla Sajid, Aged about 36 years, Occ: Housewife, ....Respondent/Defendant No.15 xyxy=(611,1563,765,1576)
jr-follow-label: Follow us on : xyxy=(956,1805,1002,1813)
column-left-1 xyxy=(40,121,264,452)
con-new-name-sub: S/o.MIRZA RYDER BAIG xyxy=(768,1065,868,1075)
cn1-head-1: IN THE COURT OF THE HON'BLE I xyxy=(640,1420,736,1426)
